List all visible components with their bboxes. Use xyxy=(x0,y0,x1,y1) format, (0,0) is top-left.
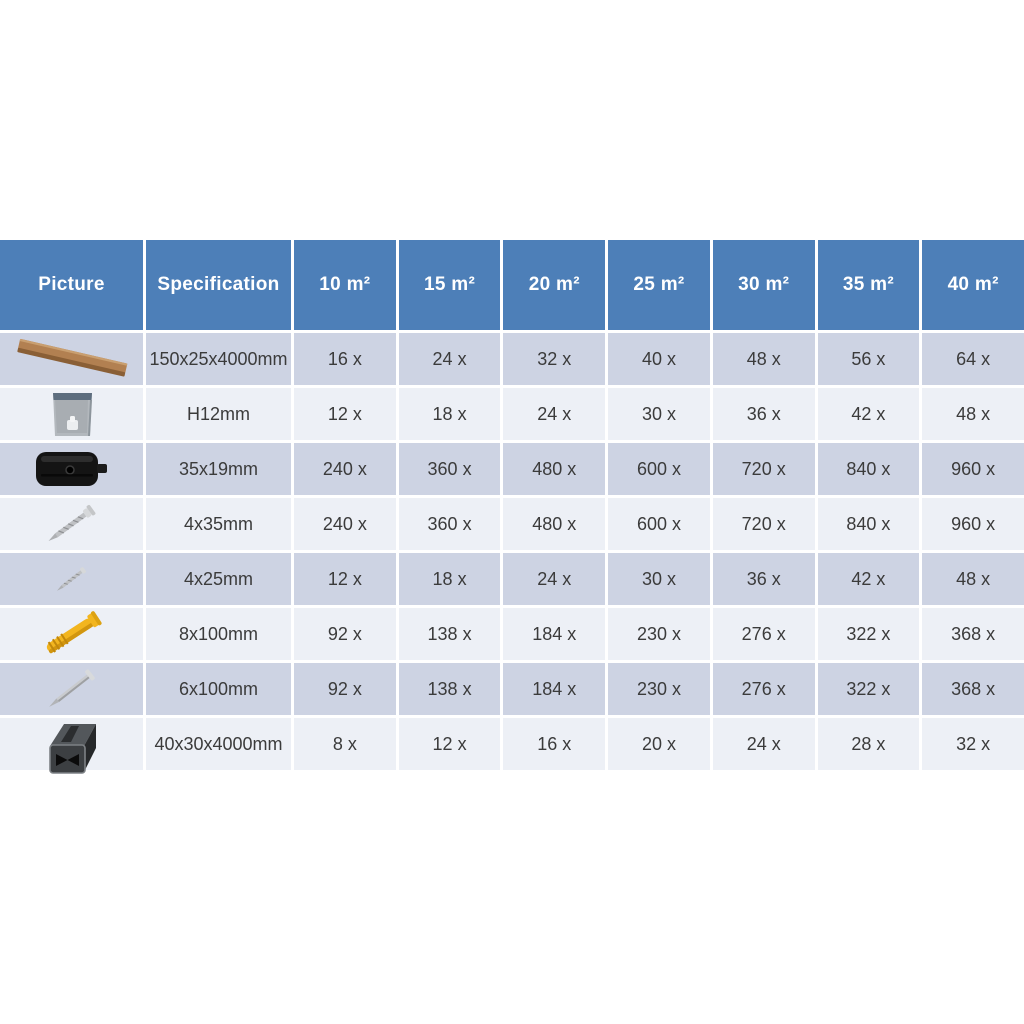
header-cell-picture: Picture xyxy=(0,240,143,330)
quantity-cell: 240 x xyxy=(294,498,396,550)
header-cell-35m2: 35 m² xyxy=(818,240,920,330)
specification-cell: 8x100mm xyxy=(146,608,291,660)
picture-cell xyxy=(0,553,143,605)
quantity-cell: 230 x xyxy=(608,663,710,715)
quantity-cell: 40 x xyxy=(608,333,710,385)
quantity-cell: 16 x xyxy=(294,333,396,385)
picture-cell xyxy=(0,443,143,495)
quantity-cell: 56 x xyxy=(818,333,920,385)
header-cell-15m2: 15 m² xyxy=(399,240,501,330)
spec-table xyxy=(0,240,1024,770)
header-cell-40m2: 40 m² xyxy=(922,240,1024,330)
header-cell-30m2: 30 m² xyxy=(713,240,815,330)
quantity-cell: 64 x xyxy=(922,333,1024,385)
quantity-cell: 12 x xyxy=(399,718,501,770)
quantity-cell: 48 x xyxy=(922,553,1024,605)
quantity-cell: 16 x xyxy=(503,718,605,770)
quantity-cell: 276 x xyxy=(713,608,815,660)
picture-cell xyxy=(0,333,143,385)
quantity-cell: 42 x xyxy=(818,388,920,440)
quantity-cell: 960 x xyxy=(922,443,1024,495)
quantity-cell: 360 x xyxy=(399,498,501,550)
specification-cell: 35x19mm xyxy=(146,443,291,495)
quantity-cell: 24 x xyxy=(713,718,815,770)
fixing-clip-image xyxy=(0,443,143,495)
specification-cell: 40x30x4000mm xyxy=(146,718,291,770)
quantity-cell: 92 x xyxy=(294,663,396,715)
nail-image xyxy=(0,663,143,715)
quantity-cell: 600 x xyxy=(608,443,710,495)
quantity-cell: 24 x xyxy=(503,388,605,440)
quantity-cell: 48 x xyxy=(713,333,815,385)
quantity-cell: 840 x xyxy=(818,443,920,495)
quantity-cell: 36 x xyxy=(713,553,815,605)
specification-cell: H12mm xyxy=(146,388,291,440)
picture-cell xyxy=(0,608,143,660)
quantity-cell: 32 x xyxy=(922,718,1024,770)
quantity-cell: 24 x xyxy=(503,553,605,605)
decking-board-image xyxy=(0,333,143,385)
quantity-cell: 480 x xyxy=(503,443,605,495)
quantity-cell: 30 x xyxy=(608,388,710,440)
quantity-cell: 28 x xyxy=(818,718,920,770)
quantity-cell: 184 x xyxy=(503,608,605,660)
quantity-cell: 12 x xyxy=(294,388,396,440)
picture-cell xyxy=(0,388,143,440)
quantity-cell: 360 x xyxy=(399,443,501,495)
quantity-cell: 240 x xyxy=(294,443,396,495)
picture-cell xyxy=(0,718,143,770)
quantity-cell: 322 x xyxy=(818,608,920,660)
wall-plug-image xyxy=(0,608,143,660)
quantity-cell: 24 x xyxy=(399,333,501,385)
quantity-cell: 48 x xyxy=(922,388,1024,440)
quantity-cell: 600 x xyxy=(608,498,710,550)
quantity-cell: 184 x xyxy=(503,663,605,715)
header-cell-specification: Specification xyxy=(146,240,291,330)
quantity-cell: 230 x xyxy=(608,608,710,660)
joist-profile-image xyxy=(0,718,143,770)
small-screw-image xyxy=(0,553,143,605)
quantity-cell: 92 x xyxy=(294,608,396,660)
quantity-cell: 32 x xyxy=(503,333,605,385)
screw-image xyxy=(0,498,143,550)
quantity-cell: 18 x xyxy=(399,388,501,440)
quantity-cell: 720 x xyxy=(713,443,815,495)
specification-cell: 150x25x4000mm xyxy=(146,333,291,385)
quantity-cell: 368 x xyxy=(922,663,1024,715)
quantity-cell: 8 x xyxy=(294,718,396,770)
quantity-cell: 20 x xyxy=(608,718,710,770)
quantity-cell: 960 x xyxy=(922,498,1024,550)
header-cell-10m2: 10 m² xyxy=(294,240,396,330)
quantity-cell: 720 x xyxy=(713,498,815,550)
header-cell-20m2: 20 m² xyxy=(503,240,605,330)
quantity-cell: 840 x xyxy=(818,498,920,550)
quantity-cell: 30 x xyxy=(608,553,710,605)
specification-cell: 4x25mm xyxy=(146,553,291,605)
specification-cell: 6x100mm xyxy=(146,663,291,715)
header-cell-25m2: 25 m² xyxy=(608,240,710,330)
quantity-cell: 480 x xyxy=(503,498,605,550)
picture-cell xyxy=(0,498,143,550)
quantity-cell: 368 x xyxy=(922,608,1024,660)
quantity-cell: 138 x xyxy=(399,608,501,660)
quantity-cell: 36 x xyxy=(713,388,815,440)
quantity-cell: 276 x xyxy=(713,663,815,715)
quantity-cell: 138 x xyxy=(399,663,501,715)
picture-cell xyxy=(0,663,143,715)
quantity-cell: 12 x xyxy=(294,553,396,605)
quantity-cell: 42 x xyxy=(818,553,920,605)
starter-clip-image xyxy=(0,388,143,440)
specification-cell: 4x35mm xyxy=(146,498,291,550)
quantity-cell: 18 x xyxy=(399,553,501,605)
quantity-cell: 322 x xyxy=(818,663,920,715)
